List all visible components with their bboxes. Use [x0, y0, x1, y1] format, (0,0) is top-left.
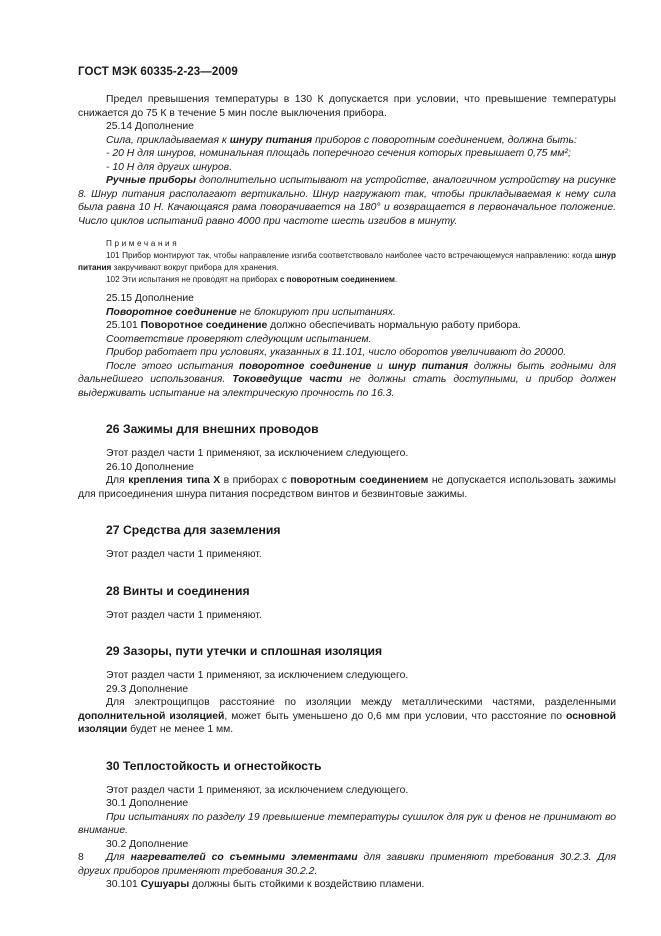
paragraph: Ручные приборы дополнительно испытывают на устройстве, аналогичном устройству на рисунке 8. Шнур питания располагают вертикально. Шнур нагружают так, чтобы прикладываемая к нему сила была равна 10 Н. Качающаяся рама поворачивается на 180° и возвращается в первоначальное положение. Число циклов испытаний равно 4000 при частоте шесть изгибов в минуту. — [78, 175, 617, 227]
clause-label: 30.2 Дополнение — [106, 838, 189, 850]
term: поворотным соединением — [290, 475, 429, 486]
term: Поворотное соединение — [140, 320, 268, 331]
paragraph: Сила, прикладываемая к шнуру питания приборов с поворотным соединением, должна быть: — [106, 134, 577, 146]
term: крепления типа X — [128, 475, 221, 486]
paragraph: Этот раздел части 1 применяют. — [106, 609, 262, 621]
term: с поворотным соединением — [279, 275, 395, 284]
note: 101 Прибор монтируют так, чтобы направление изгиба соответствовало наиболее часто встречающемуся направлению: когда шнур питания закручивают вокруг прибора для хранения. — [78, 251, 616, 272]
paragraph: - 20 Н для шнуров, номинальная площадь поперечного сечения которых превышает 0,75 мм²; — [106, 148, 571, 159]
term: основной изоляции — [78, 710, 616, 735]
section-heading: 28 Винты и соединения — [106, 583, 250, 598]
paragraph: Для нагревателей со съемными элементами для завивки применяют требования 30.2.3. Для других приборов применяют требования 30.2.2. — [78, 852, 616, 877]
paragraph: Для электрощипцов расстояние по изоляции между металлическими частями, разделенными дополнительной изоляцией, может быть уменьшено до 0,6 мм при условии, что расстояние по основной изоляции будет не менее 1 мм. — [78, 697, 616, 735]
paragraph: Этот раздел части 1 применяют, за исключением следующего. — [106, 784, 409, 796]
paragraph: После этого испытания поворотное соединение и шнур питания должны быть годными для дальнейшего использования. Токоведущие части не должны стать доступными, и прибор должен выдерживать испытание на электрическую прочность по 16.3. — [78, 360, 617, 399]
clause-label: 25.15 Дополнение — [106, 293, 194, 304]
section-heading: 26 Зажимы для внешних проводов — [106, 422, 319, 436]
term: шнур питания — [388, 360, 469, 372]
term: нагревателей со съемными элементами — [130, 852, 358, 863]
paragraph: - 10 Н для других шнуров. — [106, 161, 232, 173]
paragraph: Этот раздел части 1 применяют. — [106, 549, 262, 560]
note: 102 Эти испытания не проводят на приборах с поворотным соединением. — [106, 275, 398, 284]
clause-label: 29.3 Дополнение — [106, 683, 189, 695]
paragraph: Поворотное соединение не блокируют при испытаниях. — [106, 306, 396, 318]
paragraph: Для крепления типа X в приборах с поворотным соединением не допускается использовать зажимы для присоединения шнура питания посредством винтов и безвинтовые зажимы. — [78, 475, 617, 500]
term: Сушуары — [140, 879, 190, 890]
term: шнуру питания — [229, 134, 313, 146]
term: шнур питания — [78, 251, 616, 272]
term: дополнительной изоляцией — [78, 710, 225, 722]
paragraph: 30.101 Сушуары должны быть стойкими к воздействию пламени. — [106, 879, 425, 890]
clause-label: 26.10 Дополнение — [106, 461, 194, 473]
paragraph: Соответствие проверяют следующим испытанием. — [106, 333, 372, 345]
paragraph: Этот раздел части 1 применяют, за исключением следующего. — [106, 448, 409, 459]
section-heading: 27 Средства для заземления — [106, 523, 281, 537]
page-content — [78, 93, 616, 892]
document-header: ГОСТ МЭК 60335-2-23—2009 — [78, 66, 238, 78]
section-heading: 29 Зазоры, пути утечки и сплошная изоляция — [106, 644, 383, 658]
clause-label: 30.1 Дополнение — [106, 798, 189, 809]
notes-heading: Примечания — [106, 239, 180, 248]
term: Поворотное соединение — [106, 306, 237, 318]
paragraph: Этот раздел части 1 применяют, за исключением следующего. — [106, 670, 409, 681]
paragraph: При испытаниях по разделу 19 превышение температуры сушилок для рук и фенов не принимают во внимание. — [78, 811, 616, 836]
paragraph: Прибор работает при условиях, указанных в 11.101, число оборотов увеличивают до 20000. — [106, 347, 566, 358]
page-number: 8 — [78, 852, 84, 863]
clause-label: 25.14 Дополнение — [106, 121, 194, 132]
paragraph: Предел превышения температуры в 130 К допускается при условии, что превышение температуры снижается до 75 К в течение 5 мин после выключения прибора. — [78, 94, 616, 119]
paragraph: 25.101 Поворотное соединение должно обеспечивать нормальную работу прибора. — [106, 320, 521, 331]
term: Токоведущие части — [232, 374, 343, 385]
term: поворотное соединение — [239, 360, 372, 372]
section-heading: 30 Теплостойкость и огнестойкость — [106, 758, 322, 773]
term: Ручные приборы — [106, 175, 196, 186]
